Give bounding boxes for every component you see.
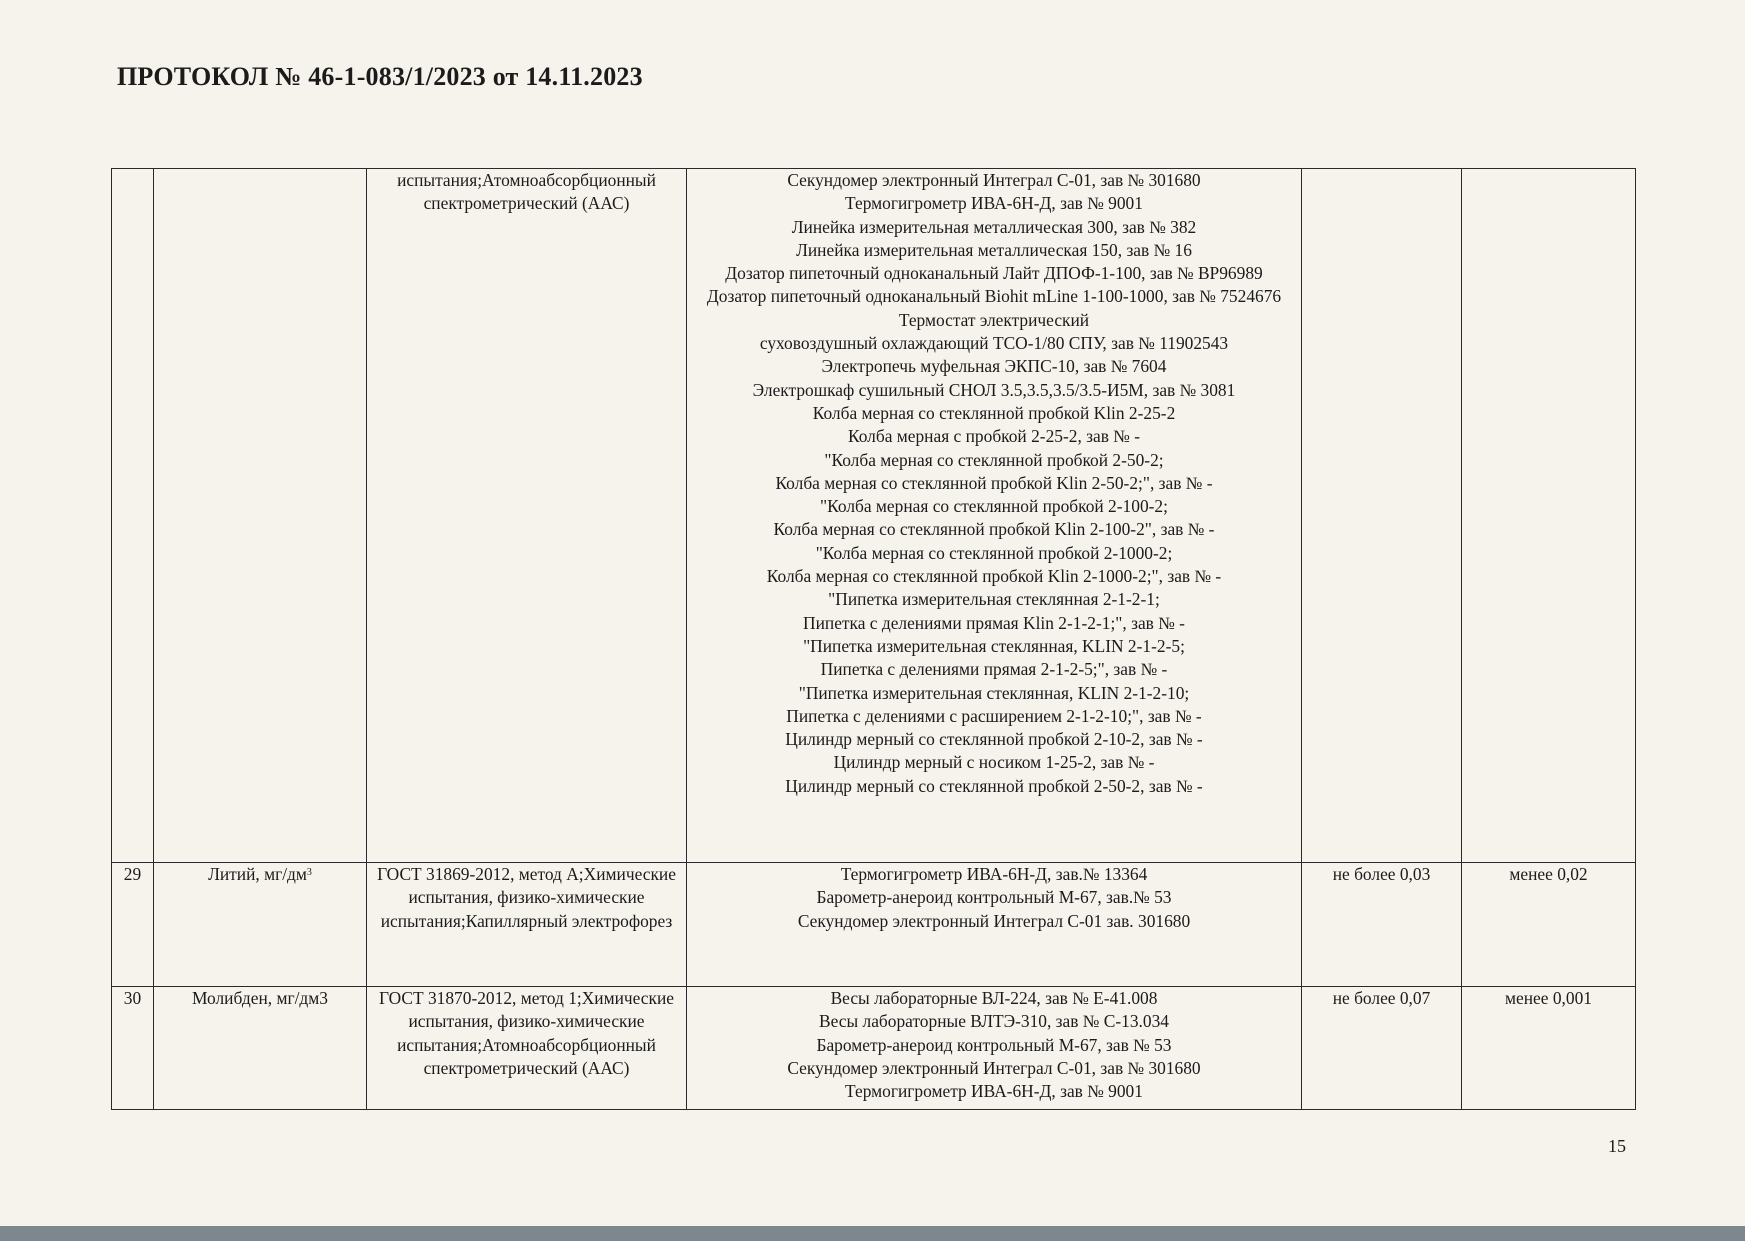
equipment-line: Колба мерная со стеклянной пробкой Klin 2-25-2 [812, 402, 1176, 423]
equipment-line: Секундомер электронный Интеграл С-01 зав. 301680 [797, 910, 1191, 931]
equipment-line: Дозатор пипеточный одноканальный Лайт ДПОФ-1-100, зав № ВР96989 [725, 263, 1263, 284]
norm-cell [1302, 169, 1462, 863]
equipment-line: Пипетка с делениями прямая Klin 2-1-2-1;", зав № - [803, 612, 1185, 633]
equipment-line: Термогигрометр ИВА-6Н-Д, зав № 9001 [845, 193, 1143, 214]
indicator-cell [154, 169, 367, 863]
row-number: 30 [112, 987, 154, 1110]
table-row [112, 863, 1636, 987]
equipment-line: "Пипетка измерительная стеклянная 2-1-2-1; [828, 589, 1160, 610]
protocol-table [111, 168, 1636, 1110]
equipment-line: "Пипетка измерительная стеклянная, KLIN 2-1-2-10; [798, 682, 1190, 703]
equipment-line: Линейка измерительная металлическая 300, зав № 382 [791, 216, 1197, 237]
equipment-line: "Колба мерная со стеклянной пробкой 2-50-2; [824, 449, 1164, 470]
indicator-name: Молибден, мг/дм3 [192, 988, 328, 1008]
equipment-line: Цилиндр мерный со стеклянной пробкой 2-10-2, зав № - [785, 729, 1203, 750]
equipment-line: Колба мерная со стеклянной пробкой Klin 2-50-2;", зав № - [775, 472, 1213, 493]
equipment-cell [687, 169, 1302, 863]
equipment-line: Линейка измерительная металлическая 150, зав № 16 [796, 239, 1192, 260]
result-cell [1462, 169, 1636, 863]
equipment-cell [687, 863, 1302, 987]
norm-cell: не более 0,03 [1302, 863, 1462, 987]
equipment-line: Цилиндр мерный со стеклянной пробкой 2-50-2, зав № - [785, 775, 1203, 796]
table-row [112, 987, 1636, 1110]
method-cell: ГОСТ 31869-2012, метод А;Химические испытания, физико-химические испытания;Капиллярный электрофорез [367, 863, 687, 987]
indicator-cell [154, 863, 367, 987]
equipment-line: Барометр-анероид контрольный М-67, зав № 53 [816, 1034, 1172, 1055]
equipment-line: Барометр-анероид контрольный М-67, зав.№ 53 [816, 887, 1172, 908]
table-row [112, 169, 1636, 863]
equipment-line: "Колба мерная со стеклянной пробкой 2-100-2; [820, 496, 1168, 517]
equipment-line: Колба мерная со стеклянной пробкой Klin 2-100-2", зав № - [773, 519, 1215, 540]
equipment-line: Дозатор пипеточный одноканальный Biohit mLine 1-100-1000, зав № 7524676 [706, 286, 1282, 307]
equipment-line: Цилиндр мерный с носиком 1-25-2, зав № - [833, 752, 1155, 773]
equipment-line: Термогигрометр ИВА-6Н-Д, зав № 9001 [845, 1081, 1143, 1102]
equipment-line: Секундомер электронный Интеграл С-01, зав № 301680 [787, 1057, 1201, 1078]
indicator-cell [154, 987, 367, 1110]
norm-cell: не более 0,07 [1302, 987, 1462, 1110]
equipment-line: Электропечь муфельная ЭКПС-10, зав № 7604 [821, 356, 1167, 377]
equipment-line: Термостат электрический [898, 309, 1090, 330]
result-cell: менее 0,02 [1462, 863, 1636, 987]
equipment-line: Колба мерная со стеклянной пробкой Klin 2-1000-2;", зав № - [766, 566, 1222, 587]
equipment-line: суховоздушный охлаждающий ТСО-1/80 СПУ, зав № 11902543 [759, 333, 1229, 354]
row-number: 29 [112, 863, 154, 987]
equipment-cell [687, 987, 1302, 1110]
equipment-line: Весы лабораторные ВЛТЭ-310, зав № С-13.034 [819, 1011, 1169, 1032]
equipment-line: "Колба мерная со стеклянной пробкой 2-1000-2; [815, 542, 1173, 563]
scan-edge [0, 1226, 1745, 1241]
protocol-title: ПРОТОКОЛ № 46-1-083/1/2023 от 14.11.2023 [117, 62, 643, 91]
method-cell: испытания;Атомноабсорбционный спектрометрический (ААС) [367, 169, 687, 863]
row-number [112, 169, 154, 863]
equipment-line: Весы лабораторные ВЛ-224, зав № Е-41.008 [830, 988, 1158, 1008]
equipment-line: Пипетка с делениями прямая 2-1-2-5;", зав № - [820, 659, 1168, 680]
equipment-line: "Пипетка измерительная стеклянная, KLIN 2-1-2-5; [803, 635, 1185, 656]
equipment-line: Колба мерная с пробкой 2-25-2, зав № - [847, 426, 1141, 447]
equipment-line: Электрошкаф сушильный СНОЛ 3.5,3.5,3.5/3.5-И5М, зав № 3081 [752, 379, 1236, 400]
equipment-line: Секундомер электронный Интеграл С-01, зав № 301680 [787, 170, 1201, 190]
equipment-line: Термогигрометр ИВА-6Н-Д, зав.№ 13364 [840, 864, 1148, 884]
result-cell: менее 0,001 [1462, 987, 1636, 1110]
indicator-name: Литий, мг/дм [208, 864, 307, 884]
indicator-superscript: 3 [306, 867, 312, 878]
method-cell: ГОСТ 31870-2012, метод 1;Химические испытания, физико-химические испытания;Атомноабсорбционный спектрометрический (ААС) [367, 987, 687, 1110]
page-number: 15 [1608, 1136, 1626, 1156]
equipment-line: Пипетка с делениями с расширением 2-1-2-10;", зав № - [786, 705, 1202, 726]
